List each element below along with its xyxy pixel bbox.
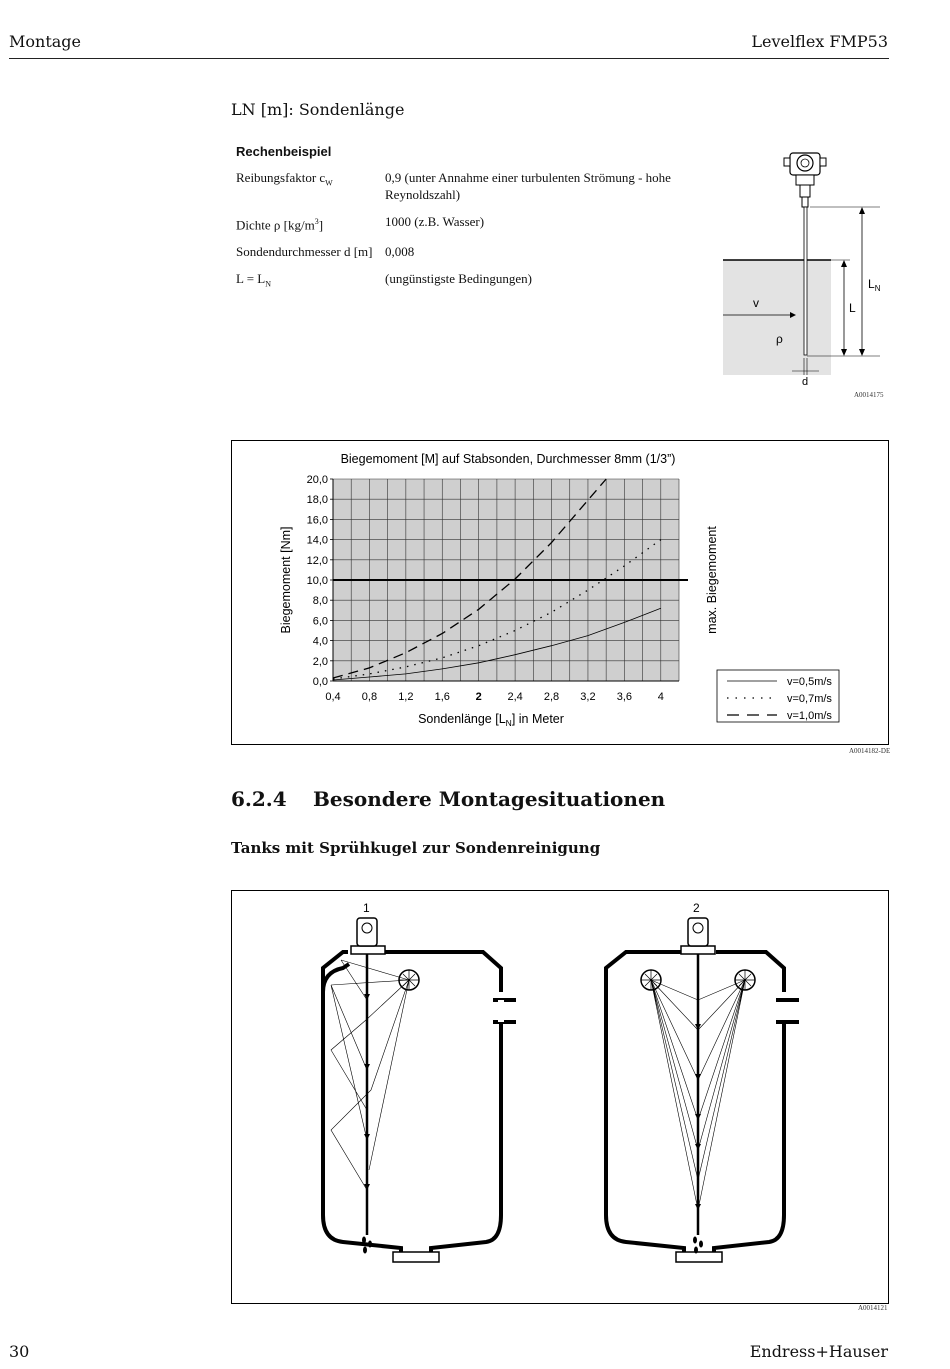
example-row: [236, 213, 690, 233]
liquid-area: [723, 260, 831, 375]
chart-title: Biegemoment [M] auf Stabsonden, Durchmesser 8mm (1/3”): [340, 452, 676, 466]
header-rule: [9, 58, 889, 59]
y-tick-label: 4,0: [312, 635, 328, 648]
chart-code: A0014182-DE: [849, 747, 891, 755]
header-chapter: Montage: [9, 32, 81, 51]
probe-figure: [720, 145, 890, 390]
tank-1-label: 1: [363, 901, 370, 915]
calculation-example: [236, 144, 690, 303]
probe-rod: [804, 207, 807, 355]
y-axis-label: Biegemoment [Nm]: [279, 526, 293, 634]
example-key: Reibungsfaktor $c_W$: [236, 170, 333, 188]
diameter-label: d: [801, 376, 809, 388]
bending-moment-chart: [231, 440, 889, 745]
length-ln-label: $L_N$: [868, 277, 881, 293]
x-tick-label: 1,6: [434, 691, 450, 703]
x-tick-label: 1,2: [398, 691, 414, 703]
legend-entry: v=0,5m/s: [787, 676, 832, 688]
x-tick-label: 0,8: [361, 691, 378, 703]
example-value: 0,008: [385, 244, 415, 260]
example-value: 0,9 (unter Annahme einer turbulenten Strömung - hohe Reynoldszahl): [385, 170, 671, 202]
x-tick-label: 2: [475, 691, 482, 703]
probe-figure-code: A0014175: [854, 391, 884, 399]
x-axis-label: Sondenlänge $[L_N]$ in Meter: [418, 712, 564, 728]
example-key: Dichte ρ $[kg/m^3]$: [236, 217, 324, 233]
example-row: [236, 169, 690, 203]
velocity-label: v: [753, 296, 759, 310]
x-tick-label: 2,8: [543, 691, 560, 703]
y-tick-label: 20,0: [306, 474, 328, 486]
example-row: [236, 243, 690, 260]
x-tick-label: 3,2: [580, 691, 596, 703]
y-tick-label: 14,0: [306, 534, 328, 547]
section-heading: 6.2.4 Besondere Montagesituationen: [231, 787, 666, 811]
y-tick-label: 0,0: [312, 676, 328, 688]
max-moment-label: max. Biegemoment: [705, 526, 719, 634]
tank-figure-code: A0014121: [858, 1304, 888, 1312]
example-title: Rechenbeispiel: [236, 144, 332, 159]
tank-2-label: 2: [693, 901, 700, 915]
example-key: $L = L_N$: [236, 271, 272, 289]
y-tick-label: 16,0: [306, 514, 328, 527]
legend-entry: v=1,0m/s: [787, 710, 832, 722]
page-number: 30: [9, 1342, 30, 1361]
legend-entry: v=0,7m/s: [787, 693, 832, 705]
ln-definition: LN [m]: Sondenlänge: [231, 100, 405, 119]
x-tick-label: 3,6: [616, 691, 633, 703]
example-value: (ungünstigste Bedingungen): [385, 271, 532, 287]
y-tick-label: 18,0: [306, 494, 328, 507]
transmitter-head-icon: [784, 153, 826, 207]
y-tick-label: 2,0: [312, 655, 328, 668]
example-row: [236, 270, 690, 293]
y-tick-label: 10,0: [306, 575, 328, 587]
y-tick-label: 8,0: [312, 595, 328, 608]
y-tick-label: 6,0: [312, 615, 328, 628]
x-tick-label: 4: [657, 691, 664, 703]
x-tick-label: 2,4: [507, 691, 523, 703]
header-product: Levelflex FMP53: [751, 32, 888, 51]
footer-brand: Endress+Hauser: [749, 1342, 888, 1361]
x-tick-label: 0,4: [325, 691, 341, 703]
subsection-heading: Tanks mit Sprühkugel zur Sondenreinigung: [231, 839, 601, 857]
example-value: 1000 (z.B. Wasser): [385, 214, 485, 229]
tank-figure: [231, 890, 889, 1304]
tank-figure-frame: [232, 891, 889, 1304]
length-l-label: L: [849, 301, 856, 315]
density-label: ρ: [776, 332, 783, 346]
y-tick-label: 12,0: [306, 554, 328, 567]
example-key: Sondendurchmesser d [m]: [236, 244, 373, 260]
